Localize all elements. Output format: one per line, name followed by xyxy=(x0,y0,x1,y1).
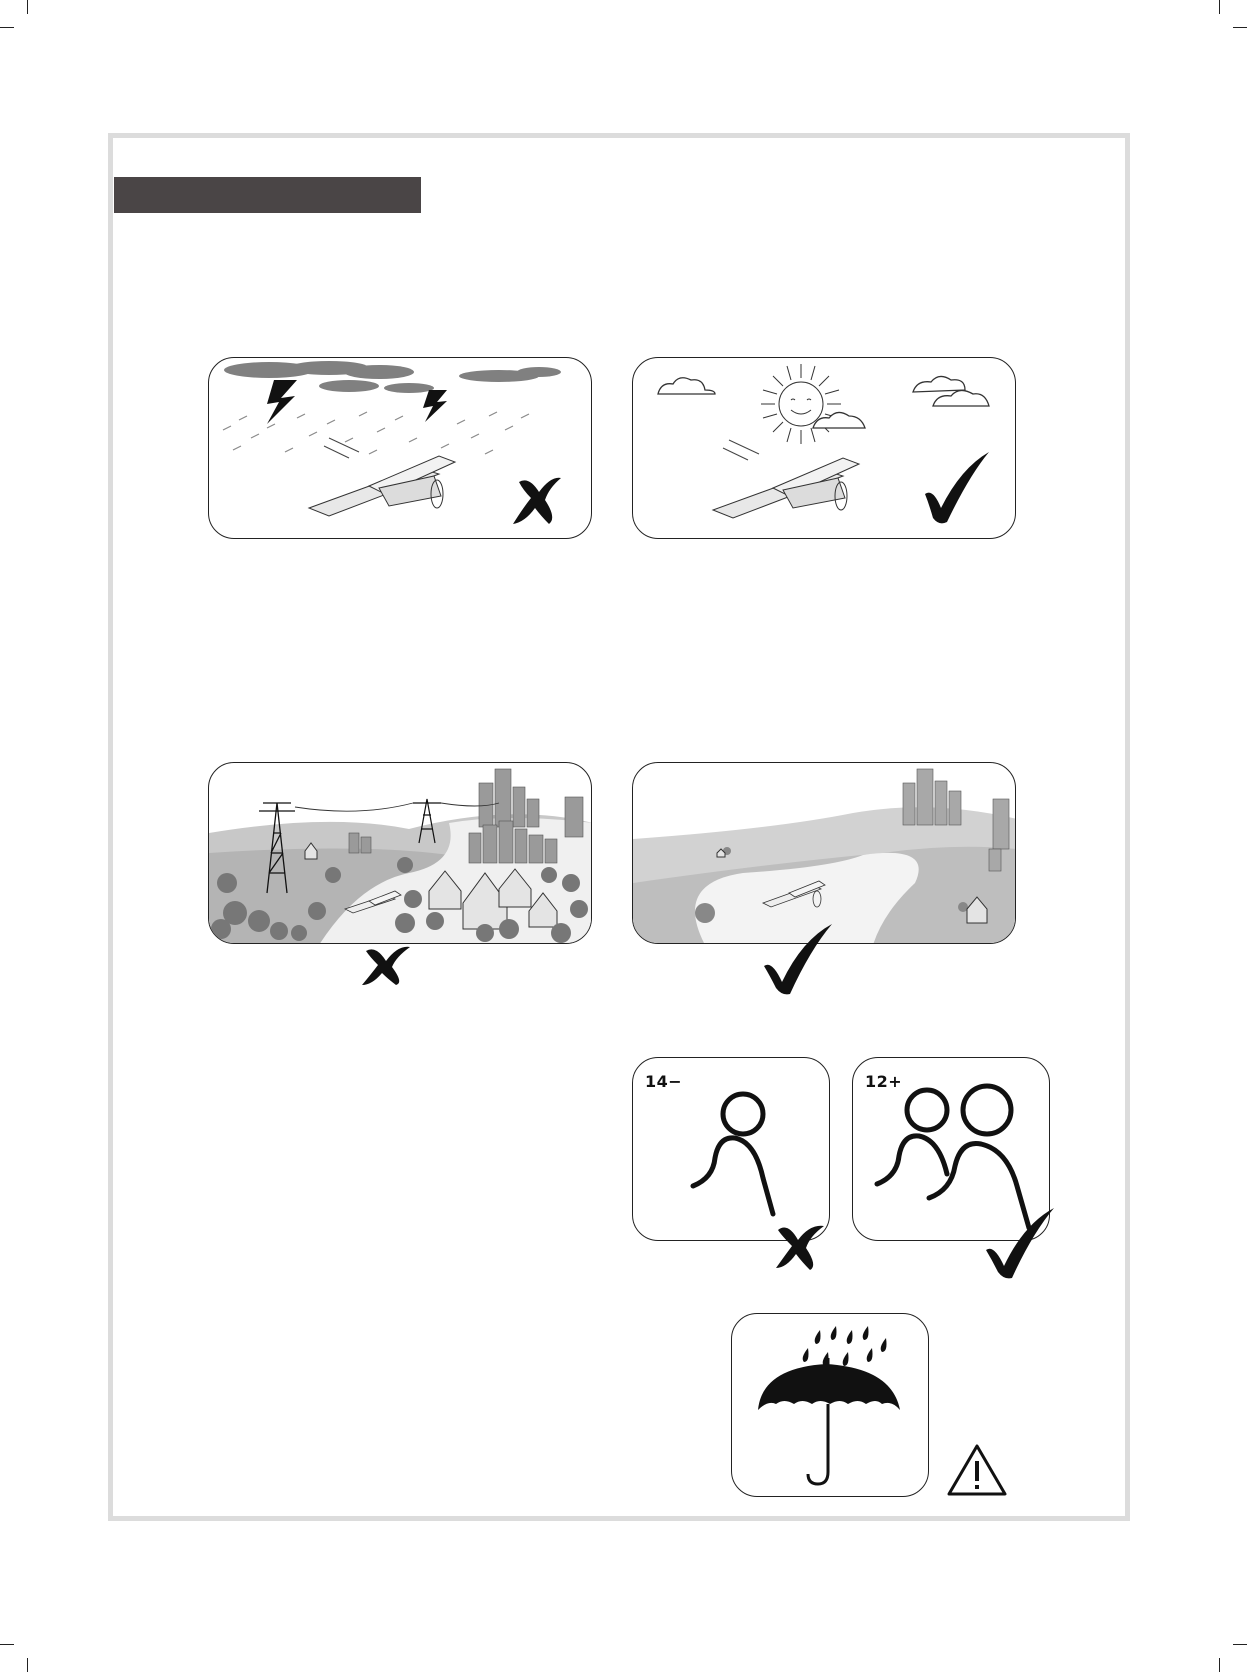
age-under-label: 14− xyxy=(645,1072,683,1091)
rain-icon xyxy=(223,412,529,454)
cloud-icon xyxy=(658,378,715,394)
crop-mark xyxy=(0,27,14,28)
lightning-icon xyxy=(267,380,297,424)
crop-mark xyxy=(1219,0,1220,14)
cloud-icon xyxy=(913,376,965,392)
city-illustration xyxy=(209,763,592,944)
cross-icon xyxy=(362,945,416,985)
age-under-panel xyxy=(632,1057,830,1241)
check-icon xyxy=(925,452,989,523)
umbrella-rain-panel xyxy=(731,1313,929,1497)
single-person-icon xyxy=(633,1058,830,1241)
raindrops-icon xyxy=(803,1326,887,1366)
storm-airplane-scene xyxy=(208,357,592,539)
section-title-bar xyxy=(114,177,421,213)
storm-illustration xyxy=(209,358,592,539)
power-lines-city-scene xyxy=(208,762,592,944)
crop-mark xyxy=(1233,1644,1247,1645)
sun-icon xyxy=(761,364,841,444)
power-line xyxy=(295,803,499,811)
cross-icon xyxy=(774,1222,828,1270)
check-icon xyxy=(762,924,834,996)
crop-mark xyxy=(0,1644,14,1645)
cross-icon xyxy=(513,478,561,524)
cloud-icon xyxy=(933,390,989,406)
crop-mark xyxy=(1233,27,1247,28)
lightning-icon xyxy=(423,390,447,422)
cloud-icon xyxy=(813,412,865,428)
field-illustration xyxy=(633,763,1016,944)
warning-triangle-icon xyxy=(946,1443,1008,1497)
airplane-icon xyxy=(309,438,455,516)
crop-mark xyxy=(1219,1658,1220,1672)
sunny-airplane-scene xyxy=(632,357,1016,539)
crop-mark xyxy=(27,0,28,14)
sunny-illustration xyxy=(633,358,1016,539)
open-field-scene xyxy=(632,762,1016,944)
crop-mark xyxy=(27,1658,28,1672)
airplane-icon xyxy=(713,440,859,518)
umbrella-rain-icon xyxy=(732,1314,929,1497)
check-icon xyxy=(984,1208,1056,1280)
age-over-label: 12+ xyxy=(865,1072,903,1091)
